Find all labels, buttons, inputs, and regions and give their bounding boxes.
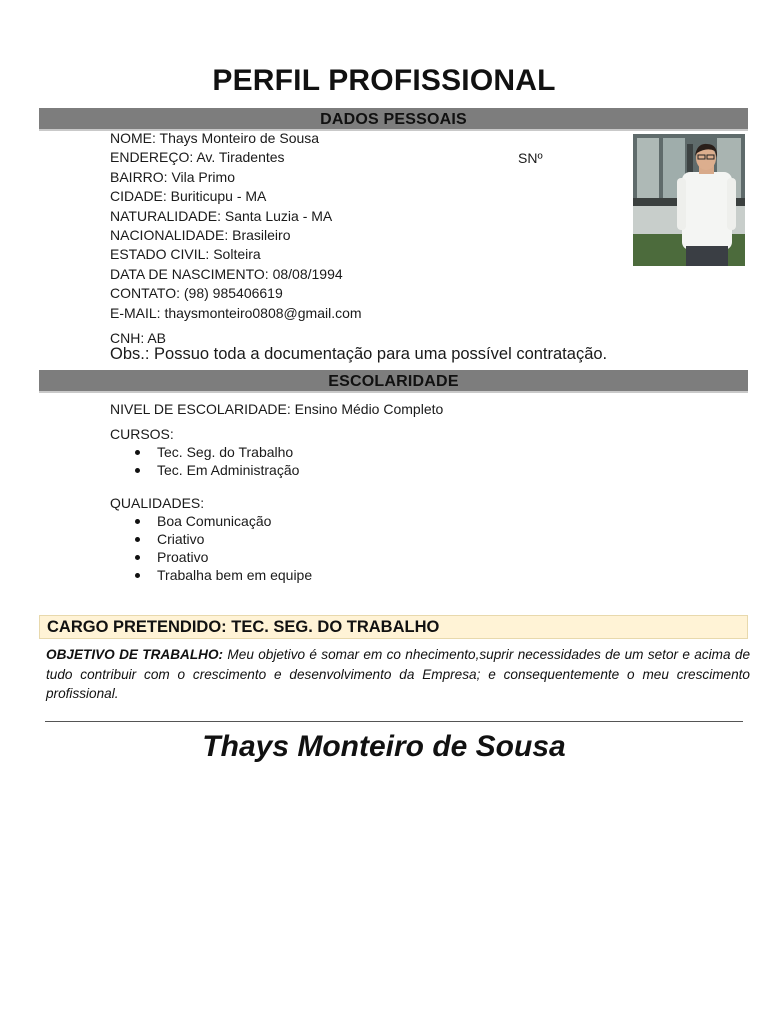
personal-observation: Obs.: Possuo toda a documentação para uma possível contratação. — [110, 345, 608, 363]
personal-address: ENDEREÇO: Av. Tiradentes — [110, 149, 285, 166]
qualities-label: QUALIDADES: — [110, 495, 205, 511]
personal-marital-status: ESTADO CIVIL: Solteira — [110, 246, 261, 263]
personal-email: E-MAIL: thaysmonteiro0808@gmail.com — [110, 304, 362, 321]
personal-phone: CONTATO: (98) 985406619 — [110, 285, 283, 302]
section-header-education: ESCOLARIDADE — [39, 370, 748, 393]
page-title: PERFIL PROFISSIONAL — [212, 64, 556, 97]
personal-birthdate: DATA DE NASCIMENTO: 08/08/1994 — [110, 265, 343, 282]
list-item: Criativo — [110, 530, 312, 548]
personal-nationality: NACIONALIDADE: Brasileiro — [110, 227, 291, 243]
personal-birthplace: NATURALIDADE: Santa Luzia - MA — [110, 207, 333, 224]
personal-name: NOME: Thays Monteiro de Sousa — [110, 130, 320, 146]
personal-neighborhood: BAIRRO: Vila Primo — [110, 168, 235, 185]
signature-line — [45, 721, 743, 722]
work-objective-text: Meu objetivo é somar em co nhecimento,suprir necessidades de um setor e acima de tudo contribuir com o crescimento e desenvolvimento da Empresa; e consequentemente o meu crescimento profissional. — [46, 647, 750, 701]
desired-position: CARGO PRETENDIDO: TEC. SEG. DO TRABALHO — [39, 615, 748, 639]
list-item: Tec. Em Administração — [110, 461, 299, 479]
personal-license: CNH: AB — [110, 329, 167, 346]
section-header-personal: DADOS PESSOAIS — [39, 108, 748, 131]
courses-list — [110, 443, 299, 479]
work-objective — [46, 645, 750, 704]
education-level: NIVEL DE ESCOLARIDADE: Ensino Médio Completo — [110, 401, 444, 417]
personal-city: CIDADE: Buriticupu - MA — [110, 188, 267, 205]
personal-address-number: SNº — [518, 150, 543, 166]
courses-label: CURSOS: — [110, 426, 174, 442]
profile-photo — [633, 134, 745, 266]
list-item: Trabalha bem em equipe — [110, 566, 312, 584]
qualities-list — [110, 512, 312, 584]
list-item: Boa Comunicação — [110, 512, 312, 530]
signature-name: Thays Monteiro de Sousa — [202, 730, 566, 763]
list-item: Proativo — [110, 548, 312, 566]
work-objective-label: OBJETIVO DE TRABALHO: — [46, 647, 224, 662]
list-item: Tec. Seg. do Trabalho — [110, 443, 299, 461]
